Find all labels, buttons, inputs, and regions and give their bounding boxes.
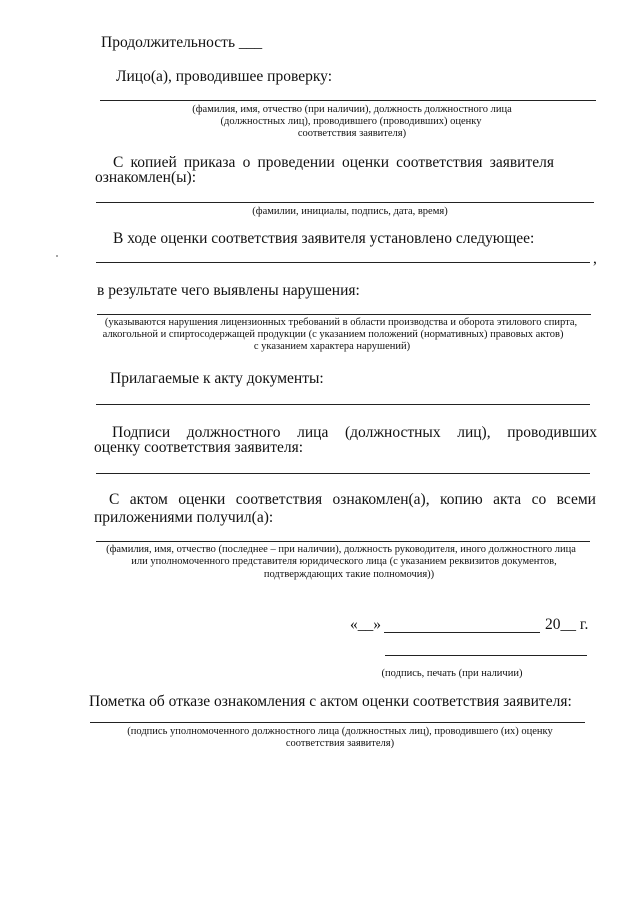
signatures-word: лиц),: [457, 424, 491, 441]
inspectors-caption-2: (должностных лиц), проводившего (проводивших) оценку: [220, 116, 482, 127]
order-word: соответствия: [396, 154, 483, 171]
refusal-label: Пометка об отказе ознакомления с актом оценки соответствия заявителя:: [89, 693, 572, 710]
stamp-line: [385, 655, 587, 656]
acquainted-word: всеми: [556, 491, 596, 508]
acquainted-word: ознакомлен(а),: [332, 491, 430, 508]
signatures-line: [96, 473, 590, 474]
inspectors-label: Лицо(а), проводившее проверку:: [116, 68, 333, 85]
date-month-line: [384, 632, 540, 633]
acquainted-caption-3: подтверждающих такие полномочия)): [263, 569, 435, 580]
date-day: «__»: [350, 616, 381, 633]
inspectors-caption-3: соответствия заявителя): [297, 128, 407, 139]
acquainted-caption-2: или уполномоченного представителя юридического лица (с указанием реквизитов документов,: [131, 556, 557, 567]
violations-caption-3: с указанием характера нарушений): [253, 341, 411, 352]
inspectors-caption-1: (фамилия, имя, отчество (при наличии), должность должностного лица: [192, 104, 512, 115]
acquainted-caption-1: (фамилия, имя, отчество (последнее – при наличии), должность руководителя, иного должностного лица: [106, 544, 576, 555]
stamp-caption: (подпись, печать (при наличии): [381, 668, 523, 679]
signatures-word: должностного: [186, 424, 281, 441]
order-word: приказа: [183, 154, 236, 171]
scan-speck: [56, 255, 58, 257]
violations-label: в результате чего выявлены нарушения:: [97, 282, 360, 299]
order-caption: (фамилии, инициалы, подпись, дата, время): [252, 206, 448, 217]
violations-caption-2: алкогольной и спиртосодержащей продукции (с указанием положений (нормативных) правовых актов): [102, 329, 564, 340]
inspectors-line: [100, 100, 596, 101]
acquainted-word: акта: [493, 491, 522, 508]
acquainted-word: со: [531, 491, 547, 508]
date-year: 20__ г.: [545, 616, 589, 633]
order-word: копией: [130, 154, 177, 171]
acquainted-word: соответствия: [235, 491, 323, 508]
acquainted-word: С: [109, 491, 120, 508]
signatures-word: (должностных: [344, 424, 441, 441]
order-word: оценки: [341, 154, 389, 171]
findings-label: В ходе оценки соответствия заявителя установлено следующее:: [113, 230, 535, 247]
acquainted-word: оценки: [178, 491, 226, 508]
refusal-caption-1: (подпись уполномоченного должностного лица (должностных лиц), проводившего (их) оценку: [127, 726, 553, 737]
acquainted-word: актом: [129, 491, 168, 508]
refusal-caption-2: соответствия заявителя): [285, 738, 395, 749]
signatures-word: Подписи: [112, 424, 171, 441]
order-word: заявителя: [489, 154, 554, 171]
order-word: С: [113, 154, 124, 171]
signatures-word: проводивших: [507, 424, 597, 441]
order-word: проведении: [257, 154, 335, 171]
acquainted-line-1: [109, 492, 596, 508]
order-line-2: ознакомлен(ы):: [95, 169, 197, 186]
violations-caption-1: (указываются нарушения лицензионных требований в области производства и оборота этилового спирта,: [104, 317, 578, 328]
attachments-line: [96, 404, 590, 405]
violations-line: [97, 314, 591, 315]
findings-comma: ,: [593, 250, 597, 267]
acquainted-line: [96, 541, 590, 542]
acquainted-word: копию: [440, 491, 483, 508]
attachments-label: Прилагаемые к акту документы:: [110, 370, 324, 387]
signatures-word: лица: [297, 424, 329, 441]
order-line: [96, 202, 594, 203]
order-word: о: [242, 154, 251, 171]
refusal-line: [90, 722, 585, 723]
acquainted-line-2: приложениями получил(а):: [94, 509, 274, 526]
findings-line: [96, 262, 590, 263]
duration-label: Продолжительность ___: [101, 34, 263, 51]
signatures-line-2: оценку соответствия заявителя:: [94, 439, 304, 456]
